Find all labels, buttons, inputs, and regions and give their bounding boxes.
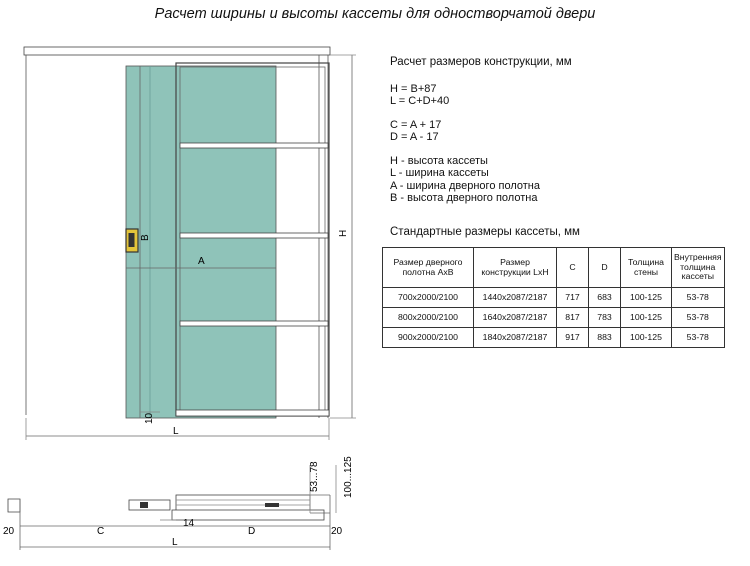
column-header: Размер дверного полотна AxB — [383, 248, 474, 288]
label-l-bottom: L — [172, 537, 178, 548]
table-cell: 817 — [557, 308, 589, 328]
table-row — [383, 308, 725, 328]
table-heading: Стандартные размеры кассеты, мм — [390, 226, 580, 238]
table-cell: 53-78 — [672, 328, 725, 348]
table-cell: 1640x2087/2187 — [474, 308, 557, 328]
table-cell: 1840x2087/2187 — [474, 328, 557, 348]
formula-heading: Расчет размеров конструкции, мм — [390, 56, 572, 68]
column-header: Толщина стены — [621, 248, 672, 288]
cassette-rib — [180, 143, 328, 148]
label-20-right: 20 — [331, 526, 343, 537]
column-header: D — [589, 248, 621, 288]
legend-line: H - высота кассеты — [390, 154, 488, 167]
label-53-78: 53...78 — [309, 461, 320, 492]
table-cell: 100-125 — [621, 288, 672, 308]
door-leaf — [126, 66, 276, 418]
top-rail — [24, 47, 330, 55]
table-cell: 53-78 — [672, 288, 725, 308]
table-cell: 683 — [589, 288, 621, 308]
table-cell: 100-125 — [621, 328, 672, 348]
column-header: Размер конструкции LxH — [474, 248, 557, 288]
cassette-rib — [180, 233, 328, 238]
label-b: B — [140, 234, 151, 241]
section-door-leaf — [129, 500, 170, 510]
cassette-rib — [180, 321, 328, 326]
formula-line: C = A + 17 — [390, 118, 442, 131]
label-100-125: 100...125 — [343, 456, 354, 498]
label-10: 10 — [144, 412, 155, 424]
table-cell: 1440x2087/2187 — [474, 288, 557, 308]
table-cell: 700x2000/2100 — [383, 288, 474, 308]
label-l: L — [173, 426, 179, 437]
label-d: D — [248, 526, 256, 537]
column-header: C — [557, 248, 589, 288]
page-title: Расчет ширины и высоты кассеты для одностворчатой двери — [154, 6, 596, 22]
table-row — [383, 288, 725, 308]
label-a: A — [198, 256, 205, 267]
table-cell: 800x2000/2100 — [383, 308, 474, 328]
table-cell: 783 — [589, 308, 621, 328]
label-h: H — [338, 229, 349, 237]
legend-line: B - высота дверного полотна — [390, 192, 538, 204]
formula-panel — [390, 56, 730, 205]
standard-sizes-table — [382, 247, 725, 348]
table-cell: 717 — [557, 288, 589, 308]
table-cell: 883 — [589, 328, 621, 348]
table-cell: 100-125 — [621, 308, 672, 328]
legend-line: L - ширина кассеты — [390, 167, 489, 179]
formula-line: D = A - 17 — [390, 131, 439, 143]
label-c: C — [97, 526, 105, 537]
table-cell: 917 — [557, 328, 589, 348]
label-14: 14 — [183, 518, 195, 529]
label-20-left: 20 — [3, 526, 15, 537]
table-cell: 900x2000/2100 — [383, 328, 474, 348]
section-left-profile — [8, 499, 20, 512]
legend-line: A - ширина дверного полотна — [390, 179, 540, 192]
formula-line: H = B+87 — [390, 82, 437, 95]
table-cell: 53-78 — [672, 308, 725, 328]
table-row — [383, 328, 725, 348]
column-header: Внутренняя толщина кассеты — [672, 248, 725, 288]
formula-line: L = C+D+40 — [390, 95, 450, 107]
